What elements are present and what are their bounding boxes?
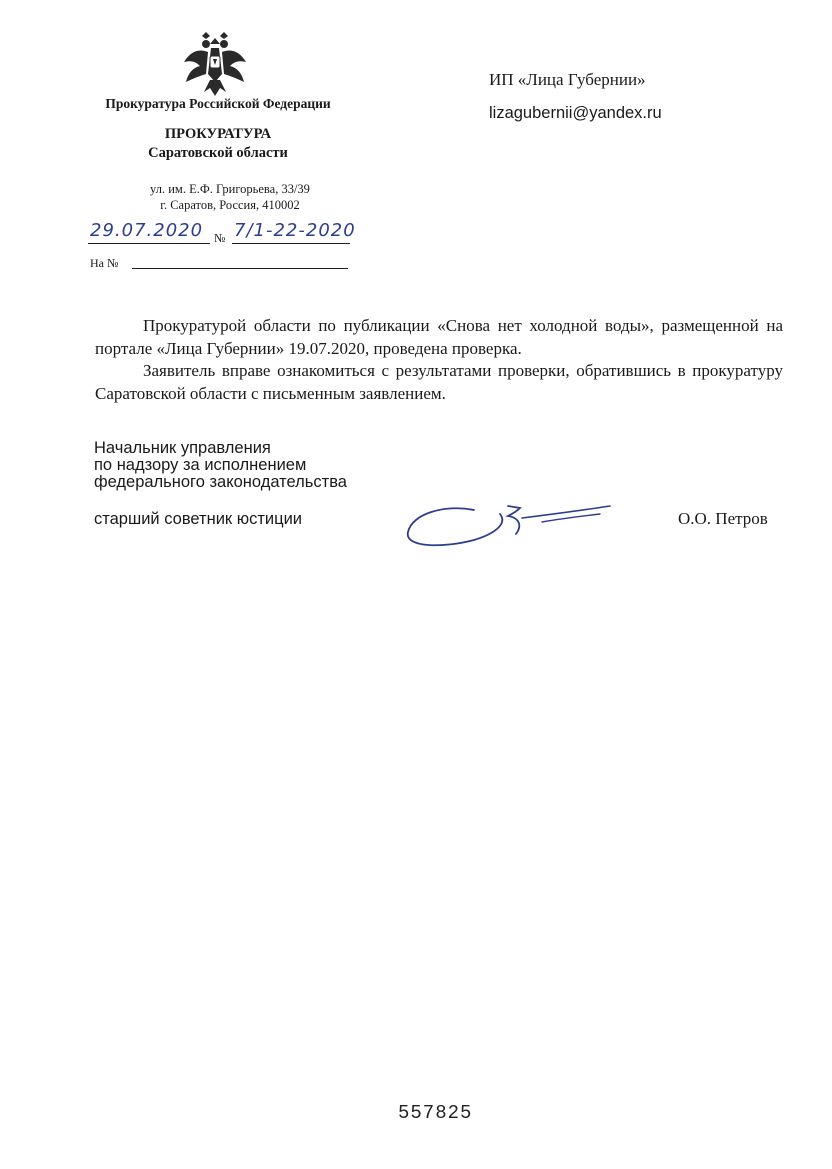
- body-paragraph-2: Заявитель вправе ознакомиться с результатами проверки, обратившись в прокуратуру Саратовской области с письменным заявлением.: [95, 361, 783, 403]
- body-paragraph-1: Прокуратурой области по публикации «Снова нет холодной воды», размещенной на портале «Лица Губернии» 19.07.2020, проведена проверка.: [95, 316, 783, 358]
- signer-name: О.О. Петров: [678, 509, 768, 528]
- handwritten-outgoing-number: 7/1-22-2020: [234, 220, 356, 241]
- reply-to-underline: [132, 268, 348, 269]
- document-serial-number: 557825: [398, 1102, 473, 1124]
- signer-rank: старший советник юстиции: [94, 510, 303, 528]
- number-sign: №: [214, 231, 226, 245]
- signer-title-line-1: Начальник управления: [94, 439, 271, 457]
- number-underline: [232, 243, 350, 244]
- department-title: ПРОКУРАТУРА: [164, 126, 272, 142]
- signer-title-line-2: по надзору за исполнением: [94, 456, 307, 474]
- signer-title-line-3: федерального законодательства: [94, 473, 347, 491]
- address-city: г. Саратов, Россия, 410002: [160, 198, 300, 212]
- handwritten-signature-icon: [404, 496, 616, 552]
- date-underline: [88, 243, 210, 244]
- reply-to-label: На №: [90, 256, 119, 270]
- coat-of-arms-icon: [182, 30, 248, 100]
- recipient-name: ИП «Лица Губернии»: [489, 70, 646, 89]
- organization-name: Прокуратура Российской Федерации: [105, 96, 331, 111]
- address-street: ул. им. Е.Ф. Григорьева, 33/39: [150, 182, 310, 196]
- recipient-email: lizagubernii@yandex.ru: [489, 104, 662, 122]
- handwritten-date: 29.07.2020: [90, 220, 204, 241]
- department-region: Саратовской области: [148, 145, 288, 161]
